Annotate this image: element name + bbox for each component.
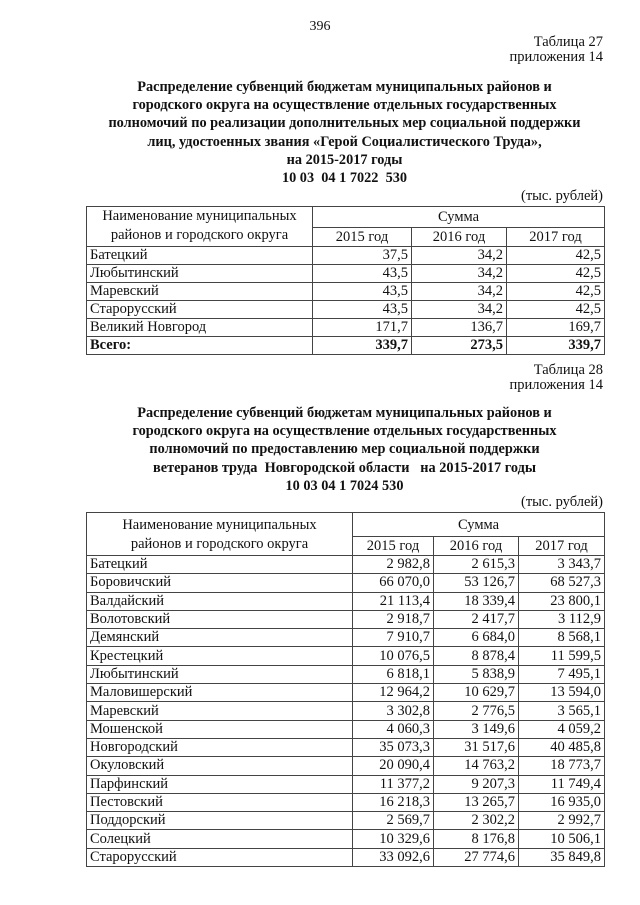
- value-2016: 34,2: [412, 283, 507, 301]
- table27-title: [86, 78, 603, 187]
- value-2017: 35 849,8: [519, 848, 605, 866]
- value-2015: 43,5: [313, 301, 412, 319]
- value-2016: 9 207,3: [434, 775, 519, 793]
- value-2015: 21 113,4: [353, 592, 434, 610]
- total-2015: 339,7: [313, 337, 412, 355]
- value-2016: 3 149,6: [434, 720, 519, 738]
- district-name: Батецкий: [87, 556, 353, 574]
- district-name: Парфинский: [87, 775, 353, 793]
- district-name: Маревский: [87, 283, 313, 301]
- value-2016: 34,2: [412, 265, 507, 283]
- table-row: [87, 812, 605, 830]
- value-2015: 20 090,4: [353, 757, 434, 775]
- table28-units: (тыс. рублей): [521, 494, 603, 510]
- district-name: Батецкий: [87, 247, 313, 265]
- value-2015: 16 218,3: [353, 793, 434, 811]
- value-2016: 2 302,2: [434, 812, 519, 830]
- value-2017: 68 527,3: [519, 574, 605, 592]
- district-name: Солецкий: [87, 830, 353, 848]
- table-row: [87, 684, 605, 702]
- header-year-2015: 2015 год: [353, 537, 434, 556]
- value-2015: 37,5: [313, 247, 412, 265]
- title-line: 10 03 04 1 7024 530: [285, 477, 404, 494]
- value-2017: 42,5: [507, 265, 605, 283]
- title-line: лиц, удостоенных звания «Герой Социалистического Труда»,: [147, 133, 542, 150]
- value-2016: 136,7: [412, 319, 507, 337]
- table27-ref-line1: Таблица 27: [533, 34, 603, 50]
- table28: [86, 512, 605, 867]
- total-2016: 273,5: [412, 337, 507, 355]
- table-row: [87, 738, 605, 756]
- header-year-2017: 2017 год: [507, 228, 605, 247]
- table27-ref-line2: приложения 14: [509, 49, 603, 65]
- value-2015: 33 092,6: [353, 848, 434, 866]
- table-row: [87, 830, 605, 848]
- value-2017: 18 773,7: [519, 757, 605, 775]
- value-2017: 42,5: [507, 283, 605, 301]
- table-row: [87, 793, 605, 811]
- table-row: [87, 775, 605, 793]
- table-row: [87, 647, 605, 665]
- value-2017: 10 506,1: [519, 830, 605, 848]
- table-row: [87, 848, 605, 866]
- value-2017: 4 059,2: [519, 720, 605, 738]
- value-2017: 16 935,0: [519, 793, 605, 811]
- value-2015: 4 060,3: [353, 720, 434, 738]
- title-line: полномочий по реализации дополнительных мер социальной поддержки: [108, 115, 581, 132]
- value-2016: 2 417,7: [434, 610, 519, 628]
- district-name: Великий Новгород: [87, 319, 313, 337]
- total-row: [87, 337, 605, 355]
- table-row: [87, 592, 605, 610]
- value-2015: 171,7: [313, 319, 412, 337]
- table-row: [87, 556, 605, 574]
- value-2017: 42,5: [507, 301, 605, 319]
- value-2017: 3 112,9: [519, 610, 605, 628]
- title-line: ветеранов труда Новгородской области на 2015-2017 годы: [153, 459, 536, 476]
- value-2015: 2 569,7: [353, 812, 434, 830]
- value-2015: 6 818,1: [353, 665, 434, 683]
- value-2015: 66 070,0: [353, 574, 434, 592]
- value-2016: 34,2: [412, 301, 507, 319]
- value-2015: 2 982,8: [353, 556, 434, 574]
- value-2017: 3 343,7: [519, 556, 605, 574]
- title-line: городского округа на осуществление отдельных государственных: [132, 423, 557, 440]
- table-row: [87, 283, 605, 301]
- district-name: Волотовский: [87, 610, 353, 628]
- table28-ref-line2: приложения 14: [509, 377, 603, 393]
- table28-body: [87, 556, 605, 867]
- district-name: Боровичский: [87, 574, 353, 592]
- district-name: Пестовский: [87, 793, 353, 811]
- value-2017: 8 568,1: [519, 629, 605, 647]
- table-row: [87, 665, 605, 683]
- district-name: Демянский: [87, 629, 353, 647]
- table-row: [87, 574, 605, 592]
- table-row: [87, 610, 605, 628]
- value-2017: 3 565,1: [519, 702, 605, 720]
- value-2016: 2 615,3: [434, 556, 519, 574]
- district-name: Валдайский: [87, 592, 353, 610]
- value-2015: 43,5: [313, 265, 412, 283]
- total-2017: 339,7: [507, 337, 605, 355]
- total-label: Всего:: [87, 337, 313, 355]
- value-2015: 3 302,8: [353, 702, 434, 720]
- district-name: Любытинский: [87, 265, 313, 283]
- district-name: Окуловский: [87, 757, 353, 775]
- value-2015: 10 329,6: [353, 830, 434, 848]
- value-2016: 53 126,7: [434, 574, 519, 592]
- table28-title: [86, 404, 603, 495]
- table-row: [87, 265, 605, 283]
- header-year-2016: 2016 год: [434, 537, 519, 556]
- title-line: Распределение субвенций бюджетам муниципальных районов и: [137, 405, 552, 421]
- value-2016: 34,2: [412, 247, 507, 265]
- value-2015: 10 076,5: [353, 647, 434, 665]
- district-name: Мошенской: [87, 720, 353, 738]
- header-year-2016: 2016 год: [412, 228, 507, 247]
- title-line: полномочий по предоставлению мер социальной поддержки: [149, 441, 540, 458]
- title-line: Распределение субвенций бюджетам муниципальных районов и: [137, 79, 552, 95]
- district-name: Новгородский: [87, 738, 353, 756]
- header-name-column: Наименование муниципальных районов и городского округа: [87, 207, 313, 247]
- title-line: городского округа на осуществление отдельных государственных: [132, 97, 557, 114]
- table27: [86, 206, 605, 355]
- district-name: Поддорский: [87, 812, 353, 830]
- value-2015: 35 073,3: [353, 738, 434, 756]
- value-2015: 43,5: [313, 283, 412, 301]
- value-2016: 14 763,2: [434, 757, 519, 775]
- value-2016: 2 776,5: [434, 702, 519, 720]
- value-2016: 18 339,4: [434, 592, 519, 610]
- district-name: Любытинский: [87, 665, 353, 683]
- district-name: Крестецкий: [87, 647, 353, 665]
- district-name: Маревский: [87, 702, 353, 720]
- district-name: Маловишерский: [87, 684, 353, 702]
- value-2016: 27 774,6: [434, 848, 519, 866]
- header-year-2017: 2017 год: [519, 537, 605, 556]
- value-2016: 8 878,4: [434, 647, 519, 665]
- table-row: [87, 247, 605, 265]
- value-2015: 11 377,2: [353, 775, 434, 793]
- table-row: [87, 720, 605, 738]
- value-2017: 23 800,1: [519, 592, 605, 610]
- value-2017: 2 992,7: [519, 812, 605, 830]
- value-2016: 10 629,7: [434, 684, 519, 702]
- value-2015: 12 964,2: [353, 684, 434, 702]
- value-2016: 8 176,8: [434, 830, 519, 848]
- district-name: Старорусский: [87, 301, 313, 319]
- value-2017: 7 495,1: [519, 665, 605, 683]
- value-2015: 7 910,7: [353, 629, 434, 647]
- value-2017: 13 594,0: [519, 684, 605, 702]
- page-number: 396: [309, 19, 331, 34]
- table27-reference: [510, 35, 603, 65]
- value-2016: 5 838,9: [434, 665, 519, 683]
- table27-units: (тыс. рублей): [521, 188, 603, 204]
- table-row: [87, 319, 605, 337]
- header-name-column: Наименование муниципальных районов и городского округа: [87, 513, 353, 556]
- value-2017: 169,7: [507, 319, 605, 337]
- value-2017: 11 749,4: [519, 775, 605, 793]
- table-row: [87, 757, 605, 775]
- district-name: Старорусский: [87, 848, 353, 866]
- table28-ref-line1: Таблица 28: [533, 362, 603, 378]
- value-2015: 2 918,7: [353, 610, 434, 628]
- header-year-2015: 2015 год: [313, 228, 412, 247]
- value-2017: 11 599,5: [519, 647, 605, 665]
- header-sum: Сумма: [313, 207, 605, 228]
- value-2017: 42,5: [507, 247, 605, 265]
- title-line: 10 03 04 1 7022 530: [281, 170, 408, 187]
- header-sum: Сумма: [353, 513, 605, 537]
- table-row: [87, 301, 605, 319]
- value-2017: 40 485,8: [519, 738, 605, 756]
- value-2016: 6 684,0: [434, 629, 519, 647]
- table-row: [87, 702, 605, 720]
- table28-reference: [510, 363, 603, 393]
- value-2016: 13 265,7: [434, 793, 519, 811]
- value-2016: 31 517,6: [434, 738, 519, 756]
- table-row: [87, 629, 605, 647]
- title-line: на 2015-2017 годы: [286, 151, 403, 168]
